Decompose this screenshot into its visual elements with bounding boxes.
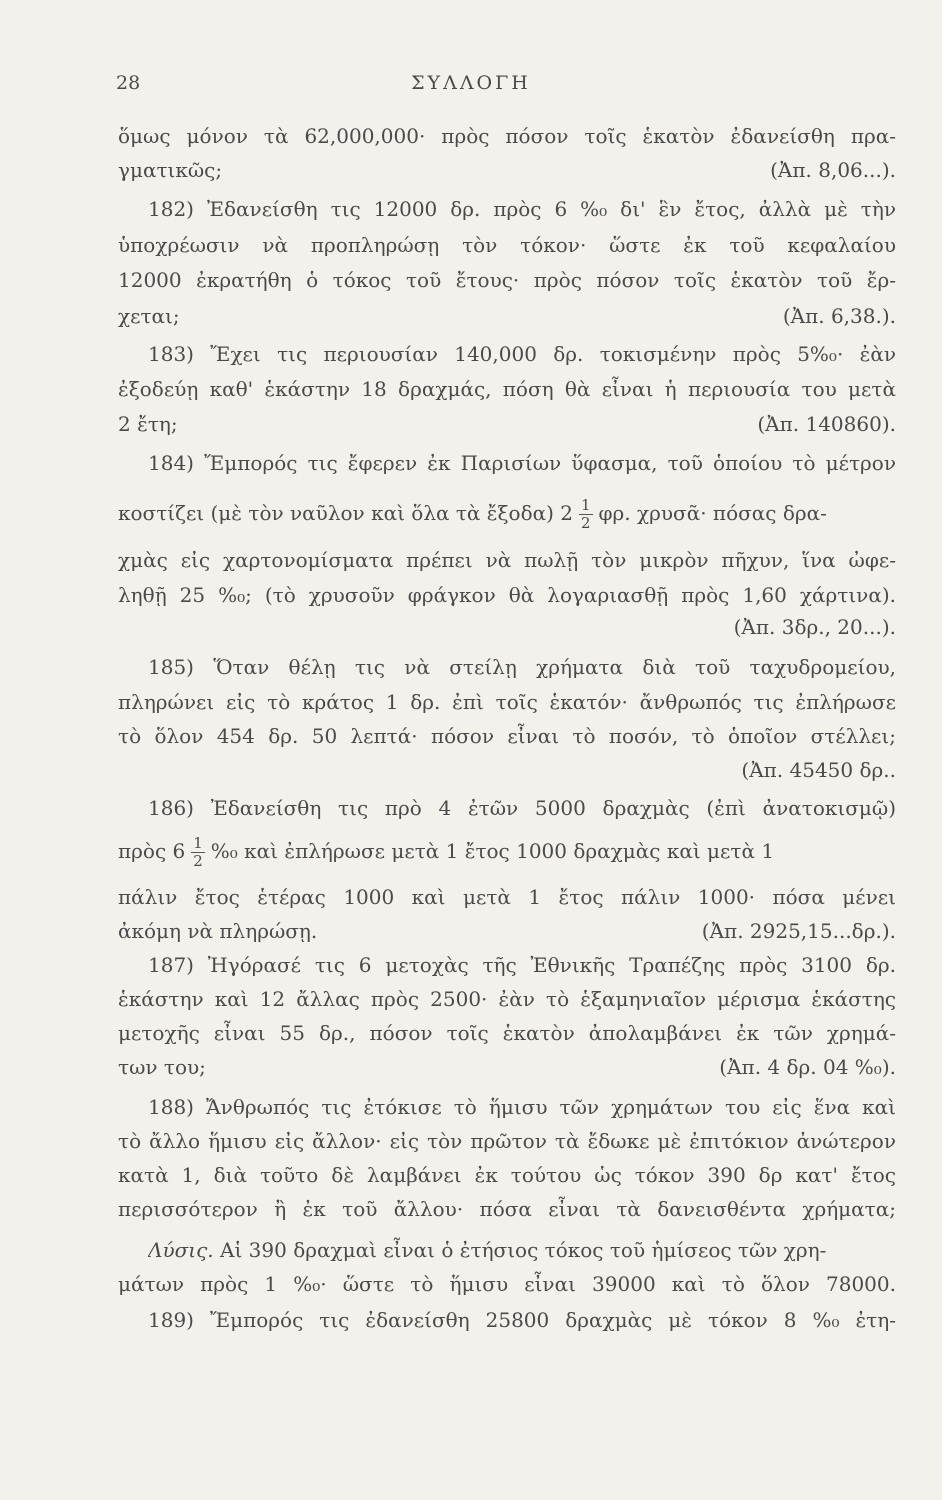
text-line: 189) Ἔμπορός τις ἐδανείσθη 25800 δραχμὰς μὲ τόκον 8 %₀ ἐτη- — [148, 1308, 896, 1332]
fraction-numerator: 1 — [581, 496, 591, 514]
text-line: τὸ ὅλον 454 δρ. 50 λεπτά· πόσον εἶναι τὸ ποσόν, τὸ ὁποῖον στέλλει; — [118, 724, 896, 748]
text-line: κατὰ 1, διὰ τοῦτο δὲ λαμβάνει ἐκ τούτου ὡς τόκον 390 δρ κατ' ἔτος — [118, 1163, 896, 1187]
text-line — [148, 1233, 896, 1267]
text-line: πάλιν ἔτος ἑτέρας 1000 καὶ μετὰ 1 ἔτος πάλιν 1000· πόσα μένει — [118, 885, 896, 909]
text-line: μάτων πρὸς 1 %₀· ὥστε τὸ ἥμισυ εἶναι 39000 καὶ τὸ ὅλον 78000. — [118, 1272, 896, 1296]
text-line: 185) Ὅταν θέλῃ τις νὰ στείλῃ χρήματα διὰ τοῦ ταχυδρομείου, — [148, 655, 896, 679]
text-line: ὑποχρέωσιν νὰ προπληρώσῃ τὸν τόκον· ὥστε ἐκ τοῦ κεφαλαίου — [118, 233, 896, 257]
text-fragment: χεται; — [118, 304, 180, 328]
text-fragment: κοστίζει (μὲ τὸν ναῦλον καὶ ὅλα τὰ ἔξοδα) 2 — [118, 501, 573, 525]
text-fragment: %₀ καὶ ἐπλήρωσε μετὰ 1 ἔτος 1000 δραχμὰς καὶ μετὰ 1 — [210, 839, 775, 863]
answer: (Ἀπ. 6,38.). — [782, 304, 896, 328]
text-fragment: φρ. χρυσᾶ· πόσας δρα- — [598, 501, 827, 525]
text-fragment: Αἱ 390 δραχμαὶ εἶναι ὁ ἐτήσιος τόκος τοῦ ἡμίσεος τῶν χρη- — [220, 1238, 827, 1262]
page-header — [0, 72, 942, 102]
answer: (Ἀπ. 8,06...). — [770, 158, 896, 182]
text-line: 187) Ἠγόρασέ τις 6 μετοχὰς τῆς Ἐθνικῆς Τραπέζης πρὸς 3100 δρ. — [148, 953, 896, 977]
answer: (Ἀπ. 140860). — [757, 412, 896, 436]
text-line: 186) Ἐδανείσθη τις πρὸ 4 ἐτῶν 5000 δραχμὰς (ἐπὶ ἀνατοκισμῷ) — [148, 796, 896, 820]
text-fragment: 2 ἔτη; — [118, 412, 178, 436]
text-line: περισσότερον ἢ ἐκ τοῦ ἄλλου· πόσα εἶναι τὰ δανεισθέντα χρήματα; — [118, 1197, 896, 1221]
text-line: πληρώνει εἰς τὸ κράτος 1 δρ. ἐπὶ τοῖς ἑκατόν· ἄνθρωπός τις ἐπλήρωσε — [118, 690, 896, 714]
text-fragment: των του; — [118, 1055, 206, 1079]
text-line — [118, 610, 896, 644]
answer: (Ἀπ. 3δρ., 20...). — [733, 615, 896, 639]
text-line: 188) Ἄνθρωπός τις ἐτόκισε τὸ ἥμισυ τῶν χρημάτων του εἰς ἕνα καὶ — [148, 1095, 896, 1119]
text-fragment: γματικῶς; — [118, 158, 223, 182]
fraction-denominator: 2 — [581, 514, 591, 532]
text-line: 183) Ἔχει τις περιουσίαν 140,000 δρ. τοκισμένην πρὸς 5%₀· ἐὰν — [148, 342, 896, 366]
text-line — [118, 1050, 896, 1084]
text-line: ληθῇ 25 %₀; (τὸ χρυσοῦν φράγκον θὰ λογαριασθῇ πρὸς 1,60 χάρτινα). — [118, 583, 896, 607]
fraction — [191, 835, 205, 870]
text-line — [118, 407, 896, 441]
text-line — [118, 299, 896, 333]
text-fragment: ἀκόμη νὰ πληρώσῃ. — [118, 919, 318, 943]
text-line — [118, 153, 896, 187]
fraction-numerator: 1 — [193, 834, 203, 852]
running-title: ΣΥΛΛΟΓΗ — [411, 72, 531, 94]
text-line: χμὰς εἰς χαρτονομίσματα πρέπει νὰ πωλῇ τὸν μικρὸν πῆχυν, ἵνα ὠφε- — [118, 548, 896, 572]
text-line: 182) Ἐδανείσθη τις 12000 δρ. πρὸς 6 %₀ δι' ἓν ἔτος, ἀλλὰ μὲ τὴν — [148, 197, 896, 221]
text-line: ἑκάστην καὶ 12 ἄλλας πρὸς 2500· ἐὰν τὸ ἑξαμηνιαῖον μέρισμα ἑκάστης — [118, 987, 896, 1011]
fraction-denominator: 2 — [193, 852, 203, 870]
text-line: μετοχῆς εἶναι 55 δρ., πόσον τοῖς ἑκατὸν ἀπολαμβάνει ἐκ τῶν χρημά- — [118, 1021, 896, 1045]
text-line — [118, 753, 896, 787]
text-line — [118, 488, 896, 538]
text-line: τὸ ἄλλο ἥμισυ εἰς ἄλλον· εἰς τὸν πρῶτον τὰ ἔδωκε μὲ ἐπιτόκιον ἀνώτερον — [118, 1129, 896, 1153]
answer: (Ἀπ. 45450 δρ.. — [741, 758, 896, 782]
answer: (Ἀπ. 2925,15...δρ.). — [701, 919, 896, 943]
answer: (Ἀπ. 4 δρ. 04 %₀). — [719, 1055, 896, 1079]
text-line: ἐξοδεύῃ καθ' ἑκάστην 18 δραχμάς, πόση θὰ εἶναι ἡ περιουσία του μετὰ — [118, 377, 896, 401]
fraction — [579, 497, 593, 532]
text-fragment: πρὸς 6 — [118, 839, 186, 863]
text-line: 12000 ἐκρατήθη ὁ τόκος τοῦ ἔτους· πρὸς πόσον τοῖς ἑκατὸν τοῦ ἔρ- — [118, 268, 896, 292]
text-line — [118, 914, 896, 948]
solution-label: Λύσις. — [148, 1238, 214, 1262]
page-number: 28 — [116, 72, 141, 94]
text-line — [118, 826, 896, 876]
text-line: ὅμως μόνον τὰ 62,000,000· πρὸς πόσον τοῖς ἑκατὸν ἐδανείσθη πρα- — [118, 124, 896, 148]
text-line: 184) Ἔμπορός τις ἔφερεν ἐκ Παρισίων ὕφασμα, τοῦ ὁποίου τὸ μέτρον — [148, 451, 896, 475]
